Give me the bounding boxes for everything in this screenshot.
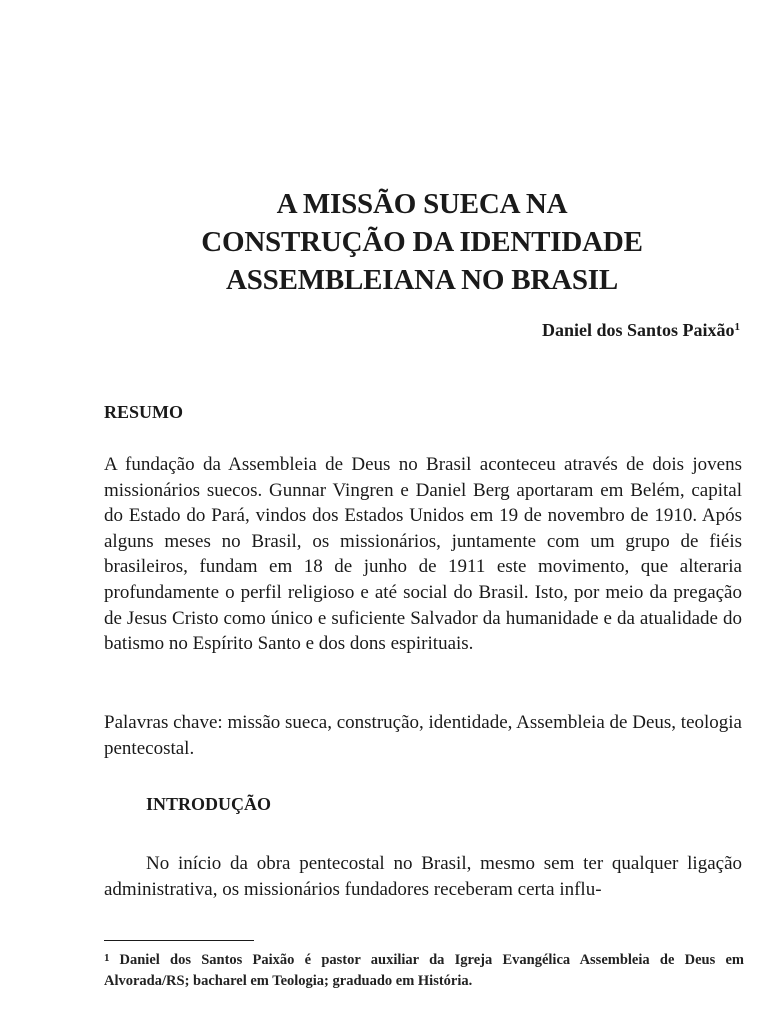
article-title <box>104 185 740 299</box>
title-line-2: CONSTRUÇÃO DA IDENTIDADE <box>201 226 643 259</box>
author-byline <box>542 318 740 342</box>
introducao-paragraph: No início da obra pentecostal no Brasil, mesmo sem ter qualquer ligação administrativa, os missionários fundadores receberam certa influ- <box>104 853 742 900</box>
title-line-3: ASSEMBLEIANA NO BRASIL <box>225 264 619 297</box>
footnote-divider <box>104 940 254 941</box>
introducao-heading: INTRODUÇÃO <box>146 794 272 814</box>
footnote-mark: 1 <box>104 952 110 964</box>
abstract-paragraph: A fundação da Assembleia de Deus no Brasil aconteceu através de dois jovens missionários suecos. Gunnar Vingren e Daniel Berg aportaram em Belém, capital do Estado do Pará, vindos dos Estados Unidos em 19 de novembro de 1910. Após alguns meses no Brasil, os missionários, juntamente com um grupo de fiéis brasileiros, fundam em 18 de junho de 1911 este movimento, que alteraria profundamente o perfil religioso e até social do Brasil. Isto, por meio da pregação de Jesus Cristo como único e suficiente Salvador da humanidade e da atualidade do batismo no Espírito Santo e dos dons espirituais. <box>104 454 742 655</box>
title-line-1: A MISSÃO SUECA NA <box>276 188 568 221</box>
author-footnote-ref[interactable]: 1 <box>734 321 740 333</box>
resumo-heading: RESUMO <box>104 402 184 422</box>
keywords-paragraph: Palavras chave: missão sueca, construção, identidade, Assembleia de Deus, teologia pentecostal. <box>104 712 742 759</box>
author-name: Daniel dos Santos Paixão <box>541 320 735 340</box>
footnote-text: Daniel dos Santos Paixão é pastor auxiliar da Igreja Evangélica Assembleia de Deus em Alvorada/RS; bacharel em Teologia; graduado em História. <box>104 952 744 989</box>
footnote <box>104 950 744 992</box>
